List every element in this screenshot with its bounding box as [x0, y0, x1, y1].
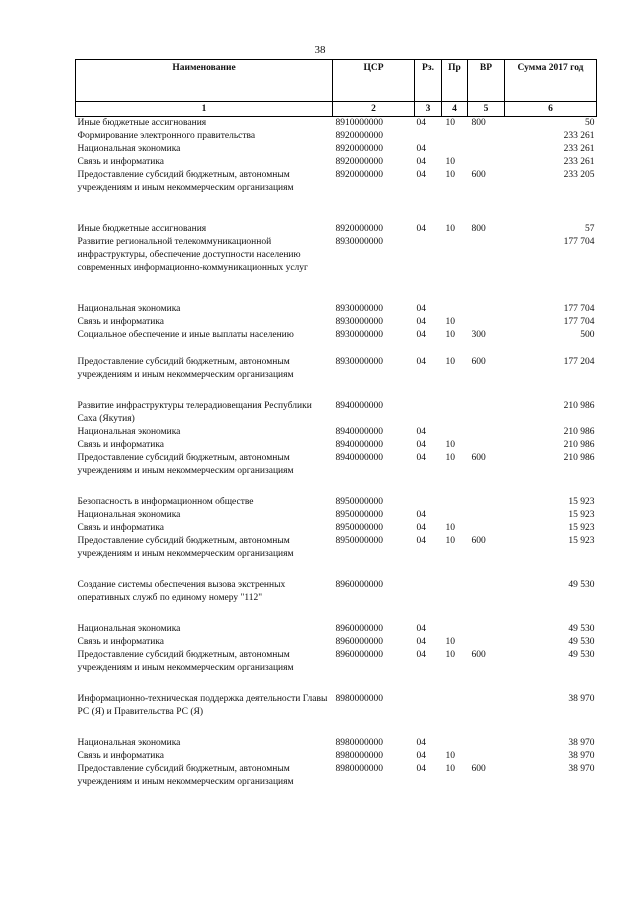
row-csr: 8980000000: [335, 738, 383, 748]
row-csr: 8920000000: [335, 144, 383, 154]
row-name: Национальная экономика: [77, 624, 181, 634]
row-vr: [468, 130, 505, 143]
row-name: Национальная экономика: [77, 427, 181, 437]
row-name: Предоставление субсидий бюджетным, автономным учреждениям и иным некоммерческим организациям: [77, 650, 294, 673]
row-sum: 49 530: [568, 650, 595, 660]
row-csr: 8950000000: [335, 497, 383, 507]
row-rz: [415, 130, 442, 143]
row-vr: [468, 737, 505, 750]
row-csr: 8960000000: [335, 624, 383, 634]
row-rz: [415, 496, 442, 509]
table-body: [76, 117, 597, 790]
row-pr: 10: [445, 453, 455, 463]
row-name: Связь и информатика: [77, 637, 165, 647]
row-rz: [415, 579, 442, 623]
row-pr: 10: [445, 224, 455, 234]
row-sum: 210 986: [563, 453, 595, 463]
header-num-name: 1: [76, 102, 333, 117]
row-vr: [468, 143, 505, 156]
row-sum: 177 204: [563, 357, 595, 367]
row-rz: 04: [416, 357, 426, 367]
row-csr: 8920000000: [335, 131, 383, 141]
row-name: Иные бюджетные ассигнования: [77, 224, 207, 234]
row-sum: 57: [585, 224, 595, 234]
row-sum: 210 986: [563, 427, 595, 437]
table-header: [76, 60, 597, 117]
row-vr: [468, 579, 505, 623]
row-pr: [442, 579, 468, 623]
row-sum: 177 704: [563, 317, 595, 327]
row-sum: 15 923: [568, 510, 595, 520]
row-csr: 8920000000: [335, 170, 383, 180]
row-rz: 04: [416, 624, 426, 634]
row-pr: [442, 426, 468, 439]
table-row: [76, 223, 597, 236]
row-vr: [468, 316, 505, 329]
row-rz: 04: [416, 738, 426, 748]
row-name: Информационно-техническая поддержка деятельности Главы РС (Я) и Правительства РС (Я): [77, 694, 328, 717]
header-num-rz: 3: [415, 102, 442, 117]
table-row: [76, 426, 597, 439]
row-pr: [442, 400, 468, 426]
row-rz: 04: [416, 764, 426, 774]
row-rz: 04: [416, 510, 426, 520]
row-csr: 8910000000: [335, 118, 383, 128]
row-pr: [442, 737, 468, 750]
row-rz: 04: [416, 157, 426, 167]
row-rz: [415, 236, 442, 303]
row-sum: 233 261: [563, 157, 595, 167]
row-name: Предоставление субсидий бюджетным, автономным учреждениям и иным некоммерческим организациям: [77, 357, 294, 380]
row-sum: 233 205: [563, 170, 595, 180]
row-name: Связь и информатика: [77, 317, 165, 327]
row-sum: 38 970: [568, 738, 595, 748]
row-pr: 10: [445, 650, 455, 660]
table-row: [76, 636, 597, 649]
header-number-row: [76, 102, 597, 117]
row-pr: [442, 509, 468, 522]
row-csr: 8930000000: [335, 330, 383, 340]
row-sum: 49 530: [568, 580, 595, 590]
row-pr: 10: [445, 751, 455, 761]
row-sum: 15 923: [568, 523, 595, 533]
row-vr: 800: [471, 224, 486, 234]
table-row: [76, 169, 597, 223]
row-rz: 04: [416, 650, 426, 660]
row-csr: 8940000000: [335, 440, 383, 450]
row-csr: 8940000000: [335, 401, 383, 411]
row-name: Формирование электронного правительства: [77, 131, 256, 141]
row-csr: 8950000000: [335, 523, 383, 533]
row-name: Связь и информатика: [77, 751, 165, 761]
row-csr: 8940000000: [335, 427, 383, 437]
table-row: [76, 143, 597, 156]
row-rz: 04: [416, 751, 426, 761]
row-rz: 04: [416, 170, 426, 180]
row-vr: 600: [471, 536, 486, 546]
table-row: [76, 303, 597, 316]
row-name: Национальная экономика: [77, 510, 181, 520]
row-csr: 8950000000: [335, 510, 383, 520]
row-name: Связь и информатика: [77, 157, 165, 167]
row-pr: [442, 693, 468, 737]
row-vr: [468, 156, 505, 169]
row-vr: [468, 750, 505, 763]
table-row: [76, 329, 597, 356]
row-vr: 600: [471, 170, 486, 180]
table-row: [76, 750, 597, 763]
table-row: [76, 763, 597, 789]
row-rz: 04: [416, 330, 426, 340]
row-csr: 8930000000: [335, 317, 383, 327]
row-pr: 10: [445, 330, 455, 340]
row-sum: 233 261: [563, 131, 595, 141]
table-row: [76, 117, 597, 131]
row-vr: [468, 509, 505, 522]
row-name: Предоставление субсидий бюджетным, автономным учреждениям и иным некоммерческим организациям: [77, 453, 294, 476]
row-vr: [468, 522, 505, 535]
row-vr: [468, 400, 505, 426]
header-name: Наименование: [76, 60, 333, 102]
row-rz: 04: [416, 536, 426, 546]
budget-table: [75, 59, 597, 789]
row-pr: 10: [445, 440, 455, 450]
row-name: Развитие региональной телекоммуникационной инфраструктуры, обеспечение доступности населению современных информационно-коммуникационных услуг: [77, 237, 308, 273]
row-pr: 10: [445, 536, 455, 546]
header-num-pr: 4: [442, 102, 468, 117]
row-rz: 04: [416, 224, 426, 234]
header-num-sum: 6: [505, 102, 597, 117]
row-sum: 50: [585, 118, 595, 128]
row-sum: 210 986: [563, 401, 595, 411]
table-row: [76, 156, 597, 169]
table-row: [76, 649, 597, 693]
row-pr: 10: [445, 637, 455, 647]
row-pr: 10: [445, 523, 455, 533]
row-vr: [468, 439, 505, 452]
row-pr: [442, 130, 468, 143]
row-pr: 10: [445, 170, 455, 180]
header-sum: Сумма 2017 год: [505, 60, 597, 102]
row-pr: [442, 496, 468, 509]
row-vr: [468, 426, 505, 439]
table-row: [76, 693, 597, 737]
table-row: [76, 509, 597, 522]
row-sum: 177 704: [563, 237, 595, 247]
table-row: [76, 452, 597, 496]
row-sum: 49 530: [568, 637, 595, 647]
header-vr: ВР: [468, 60, 505, 102]
table-row: [76, 439, 597, 452]
row-pr: [442, 303, 468, 316]
row-rz: 04: [416, 440, 426, 450]
row-name: Связь и информатика: [77, 440, 165, 450]
page-number: 38: [314, 44, 326, 56]
table-row: [76, 400, 597, 426]
row-csr: 8960000000: [335, 650, 383, 660]
row-rz: 04: [416, 304, 426, 314]
row-vr: 600: [471, 650, 486, 660]
header-csr: ЦСР: [333, 60, 415, 102]
row-csr: 8980000000: [335, 764, 383, 774]
row-csr: 8950000000: [335, 536, 383, 546]
header-pr: Пр: [442, 60, 468, 102]
row-csr: 8980000000: [335, 751, 383, 761]
row-rz: 04: [416, 523, 426, 533]
table-row: [76, 623, 597, 636]
row-vr: 300: [471, 330, 486, 340]
row-pr: 10: [445, 357, 455, 367]
row-name: Национальная экономика: [77, 144, 181, 154]
row-name: Безопасность в информационном обществе: [77, 497, 254, 507]
row-vr: [468, 636, 505, 649]
row-sum: 177 704: [563, 304, 595, 314]
row-vr: 600: [471, 357, 486, 367]
row-csr: 8930000000: [335, 237, 383, 247]
row-csr: 8960000000: [335, 637, 383, 647]
row-vr: 600: [471, 453, 486, 463]
table-row: [76, 535, 597, 579]
row-rz: 04: [416, 637, 426, 647]
header-num-csr: 2: [333, 102, 415, 117]
row-sum: 15 923: [568, 536, 595, 546]
row-csr: 8980000000: [335, 694, 383, 704]
table-row: [76, 522, 597, 535]
row-pr: [442, 623, 468, 636]
row-sum: 49 530: [568, 624, 595, 634]
row-csr: 8920000000: [335, 157, 383, 167]
row-name: Национальная экономика: [77, 738, 181, 748]
row-pr: [442, 143, 468, 156]
table-row: [76, 236, 597, 303]
row-vr: [468, 693, 505, 737]
row-vr: [468, 623, 505, 636]
row-csr: 8960000000: [335, 580, 383, 590]
table-row: [76, 496, 597, 509]
row-name: Предоставление субсидий бюджетным, автономным учреждениям и иным некоммерческим организациям: [77, 764, 294, 787]
table-row: [76, 356, 597, 400]
row-name: Иные бюджетные ассигнования: [77, 118, 207, 128]
row-vr: [468, 303, 505, 316]
row-name: Социальное обеспечение и иные выплаты населению: [77, 330, 294, 340]
row-pr: 10: [445, 317, 455, 327]
row-csr: 8940000000: [335, 453, 383, 463]
row-vr: 800: [471, 118, 486, 128]
row-rz: 04: [416, 427, 426, 437]
header-num-vr: 5: [468, 102, 505, 117]
row-rz: [415, 400, 442, 426]
row-rz: [415, 693, 442, 737]
table-row: [76, 130, 597, 143]
row-rz: 04: [416, 118, 426, 128]
row-name: Связь и информатика: [77, 523, 165, 533]
row-vr: [468, 496, 505, 509]
row-name: Создание системы обеспечения вызова экстренных оперативных служб по единому номеру "112": [77, 580, 286, 603]
row-csr: 8930000000: [335, 304, 383, 314]
table-row: [76, 579, 597, 623]
row-rz: 04: [416, 144, 426, 154]
row-csr: 8930000000: [335, 357, 383, 367]
row-name: Развитие инфраструктуры телерадиовещания Республики Саха (Якутия): [77, 401, 312, 424]
row-vr: [468, 236, 505, 303]
table-row: [76, 737, 597, 750]
row-pr: 10: [445, 118, 455, 128]
row-name: Предоставление субсидий бюджетным, автономным учреждениям и иным некоммерческим организациям: [77, 536, 294, 559]
row-rz: 04: [416, 317, 426, 327]
row-sum: 500: [580, 330, 595, 340]
row-sum: 38 970: [568, 764, 595, 774]
row-pr: [442, 236, 468, 303]
row-vr: 600: [471, 764, 486, 774]
row-rz: 04: [416, 453, 426, 463]
row-sum: 15 923: [568, 497, 595, 507]
row-pr: 10: [445, 157, 455, 167]
row-sum: 233 261: [563, 144, 595, 154]
table-row: [76, 316, 597, 329]
row-name: Предоставление субсидий бюджетным, автономным учреждениям и иным некоммерческим организациям: [77, 170, 294, 193]
row-sum: 38 970: [568, 751, 595, 761]
header-rz: Рз.: [415, 60, 442, 102]
row-csr: 8920000000: [335, 224, 383, 234]
row-pr: 10: [445, 764, 455, 774]
row-name: Национальная экономика: [77, 304, 181, 314]
row-sum: 210 986: [563, 440, 595, 450]
header-row: [76, 60, 597, 102]
row-sum: 38 970: [568, 694, 595, 704]
